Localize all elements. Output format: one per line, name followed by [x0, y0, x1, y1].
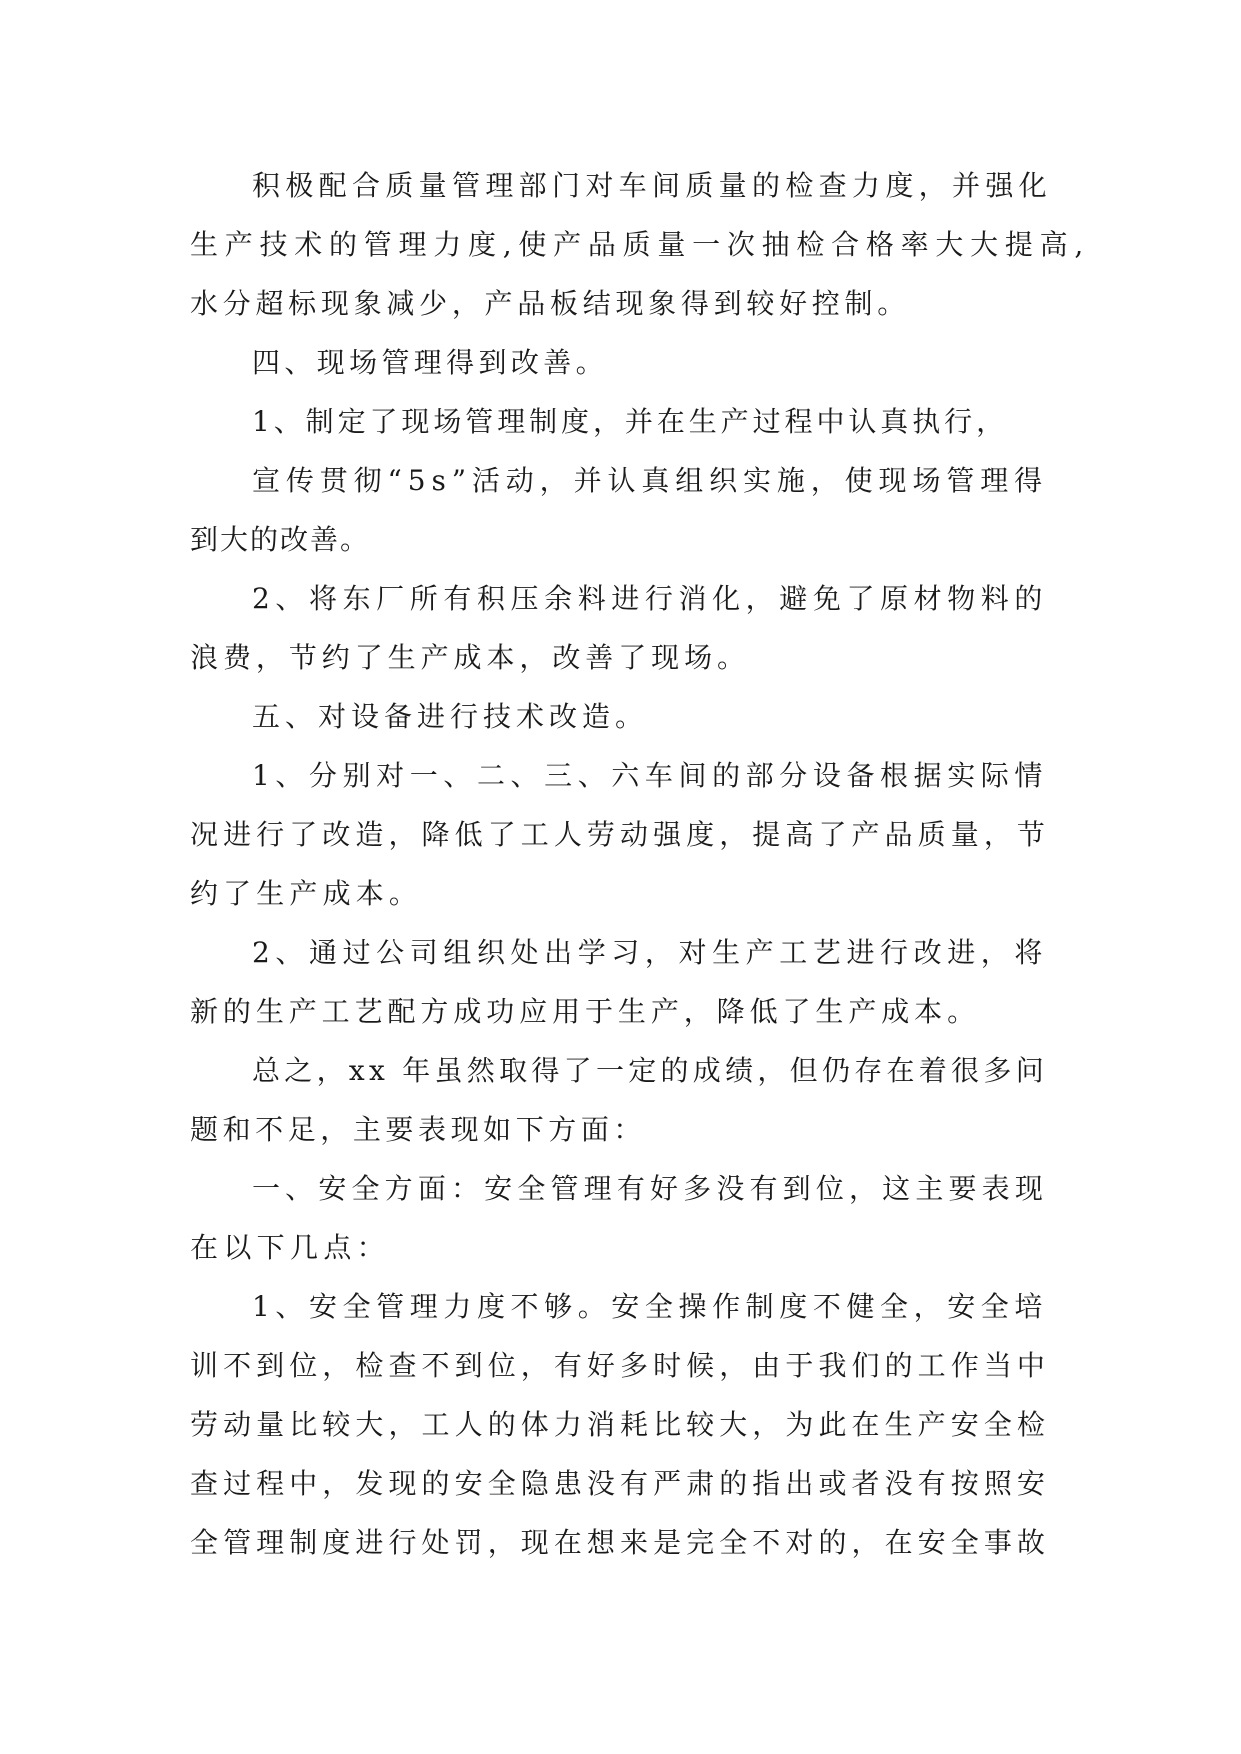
text-line: 1、制定了现场管理制度，并在生产过程中认真执行， [252, 405, 1008, 438]
text-line: 总之，xx 年虽然取得了一定的成绩，但仍存在着很多问 [252, 1054, 1048, 1087]
text-line: 况进行了改造，降低了工人劳动强度，提高了产品质量，节 [190, 818, 1050, 851]
text-line: 2、将东厂所有积压余料进行消化，避免了原材物料的 [252, 582, 1048, 615]
section-heading: 四、现场管理得到改善。 [252, 346, 608, 379]
text-line: 浪费，节约了生产成本，改善了现场。 [190, 641, 750, 674]
text-line: 劳动量比较大，工人的体力消耗比较大，为此在生产安全检 [190, 1408, 1050, 1441]
text-line: 新的生产工艺配方成功应用于生产，降低了生产成本。 [190, 995, 980, 1028]
text-line: 1、安全管理力度不够。安全操作制度不健全，安全培 [252, 1290, 1048, 1323]
text-line: 到大的改善。 [190, 523, 370, 556]
text-line: 训不到位，检查不到位，有好多时候，由于我们的工作当中 [190, 1349, 1050, 1382]
section-heading: 五、对设备进行技术改造。 [252, 700, 648, 733]
section-heading: 一、安全方面：安全管理有好多没有到位，这主要表现 [252, 1172, 1048, 1205]
text-line: 水分超标现象减少，产品板结现象得到较好控制。 [190, 287, 910, 320]
text-line: 宣传贯彻“5s”活动，并认真组织实施，使现场管理得 [252, 464, 1048, 497]
text-line: 1、分别对一、二、三、六车间的部分设备根据实际情 [252, 759, 1048, 792]
text-line: 生产技术的管理力度,使产品质量一次抽检合格率大大提高, [190, 228, 1090, 261]
text-line: 在以下几点： [190, 1231, 390, 1264]
text-line: 题和不足，主要表现如下方面： [190, 1113, 646, 1146]
text-line: 查过程中，发现的安全隐患没有严肃的指出或者没有按照安 [190, 1467, 1050, 1500]
text-line: 积极配合质量管理部门对车间质量的检查力度，并强化 [252, 169, 1052, 202]
text-line: 2、通过公司组织处出学习，对生产工艺进行改进，将 [252, 936, 1048, 969]
text-line: 约了生产成本。 [190, 877, 422, 910]
text-line: 全管理制度进行处罚，现在想来是完全不对的，在安全事故 [190, 1526, 1050, 1559]
